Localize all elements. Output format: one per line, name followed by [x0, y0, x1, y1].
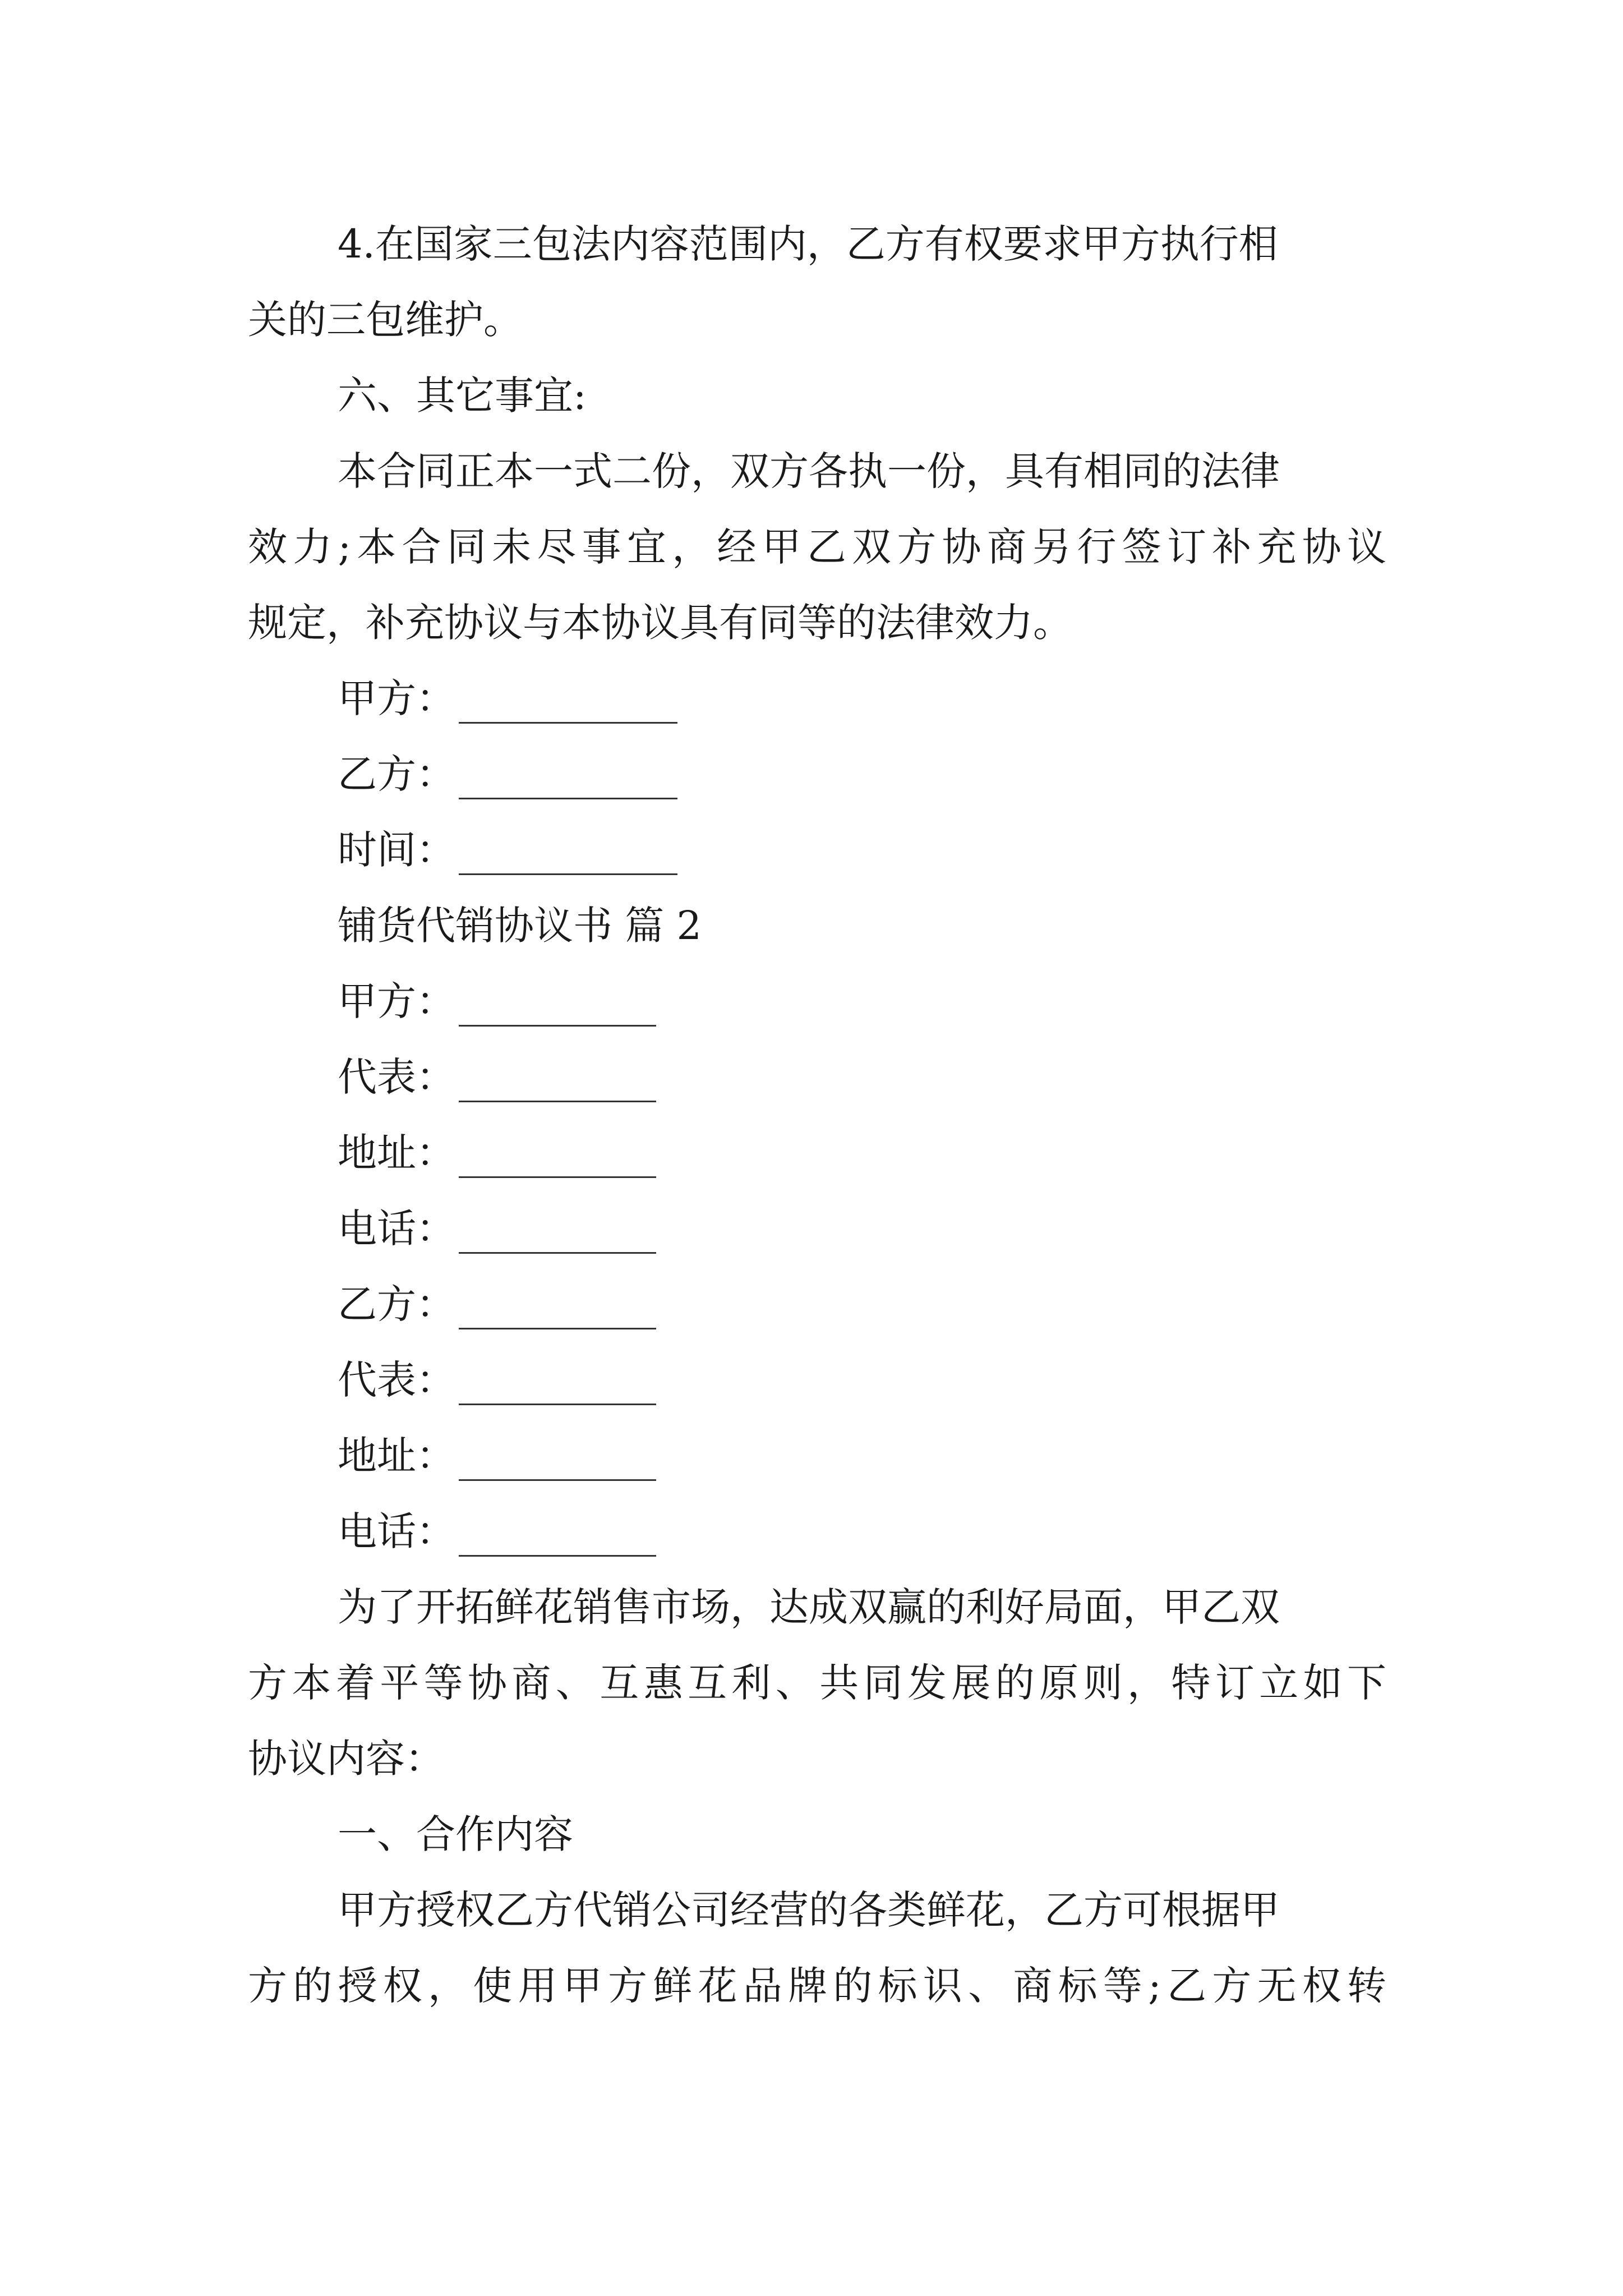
a2-party-a-phone-label: 电话：	[338, 1205, 455, 1251]
section-one-line1: 甲方授权乙方代销公司经营的各类鲜花，乙方可根据甲	[338, 1887, 1280, 1933]
a2-party-b-address-label: 地址：	[338, 1433, 455, 1479]
a2-party-a-blank[interactable]	[459, 990, 656, 1027]
sig1-date-blank[interactable]	[459, 839, 677, 875]
sig1-party-b-field	[338, 749, 677, 799]
a2-party-a-rep-field	[338, 1052, 656, 1102]
sig1-party-a-field	[338, 673, 677, 724]
sig1-party-b-blank[interactable]	[459, 763, 677, 799]
a2-party-b-rep-label: 代表：	[338, 1357, 455, 1403]
item4-line2: 关的三包维护。	[248, 297, 523, 343]
a2-party-b-phone-blank[interactable]	[459, 1520, 656, 1557]
sig1-date-label: 时间：	[338, 827, 455, 873]
item4-line1: 4.在国家三包法内容范围内，乙方有权要求甲方执行相	[338, 221, 1278, 267]
preamble-line3: 协议内容：	[248, 1736, 444, 1782]
a2-party-b-address-blank[interactable]	[459, 1444, 656, 1481]
a2-party-a-phone-field	[338, 1203, 656, 1254]
section-six-para-line2: 效力;本合同未尽事宜，经甲乙双方协商另行签订补充协议	[248, 524, 1386, 570]
a2-party-a-phone-blank[interactable]	[459, 1217, 656, 1254]
a2-party-a-address-blank[interactable]	[459, 1142, 656, 1178]
a2-party-b-blank[interactable]	[459, 1293, 656, 1329]
section-six-para-line1: 本合同正本一式二份，双方各执一份，具有相同的法律	[338, 448, 1280, 494]
section-one-line2: 方的授权，使用甲方鲜花品牌的标识、商标等;乙方无权转	[248, 1963, 1386, 2009]
preamble-line2: 方本着平等协商、互惠互利、共同发展的原则，特订立如下	[248, 1660, 1386, 1706]
a2-party-a-address-field	[338, 1128, 656, 1178]
a2-party-a-rep-label: 代表：	[338, 1054, 455, 1100]
a2-party-b-phone-label: 电话：	[338, 1508, 455, 1554]
sig1-party-a-blank[interactable]	[459, 687, 677, 724]
a2-party-b-address-field	[338, 1430, 656, 1481]
section-six-para-line3: 规定，补充协议与本协议具有同等的法律效力。	[248, 600, 1072, 646]
a2-party-b-phone-field	[338, 1506, 656, 1557]
section-six-heading: 六、其它事宜:	[338, 372, 587, 418]
agreement-2-title: 铺货代销协议书 篇 2	[338, 903, 702, 949]
a2-party-a-address-label: 地址：	[338, 1130, 455, 1176]
a2-party-b-label: 乙方：	[338, 1281, 455, 1327]
a2-party-a-label: 甲方：	[338, 978, 455, 1024]
sig1-party-b-label: 乙方：	[338, 751, 455, 797]
a2-party-b-rep-blank[interactable]	[459, 1369, 656, 1405]
a2-party-a-field	[338, 976, 656, 1027]
a2-party-a-rep-blank[interactable]	[459, 1066, 656, 1102]
preamble-line1: 为了开拓鲜花销售市场，达成双赢的利好局面，甲乙双	[338, 1584, 1280, 1630]
sig1-party-a-label: 甲方：	[338, 675, 455, 721]
section-one-heading: 一、合作内容	[338, 1811, 573, 1857]
sig1-date-field	[338, 825, 677, 875]
a2-party-b-rep-field	[338, 1355, 656, 1405]
a2-party-b-field	[338, 1279, 656, 1329]
